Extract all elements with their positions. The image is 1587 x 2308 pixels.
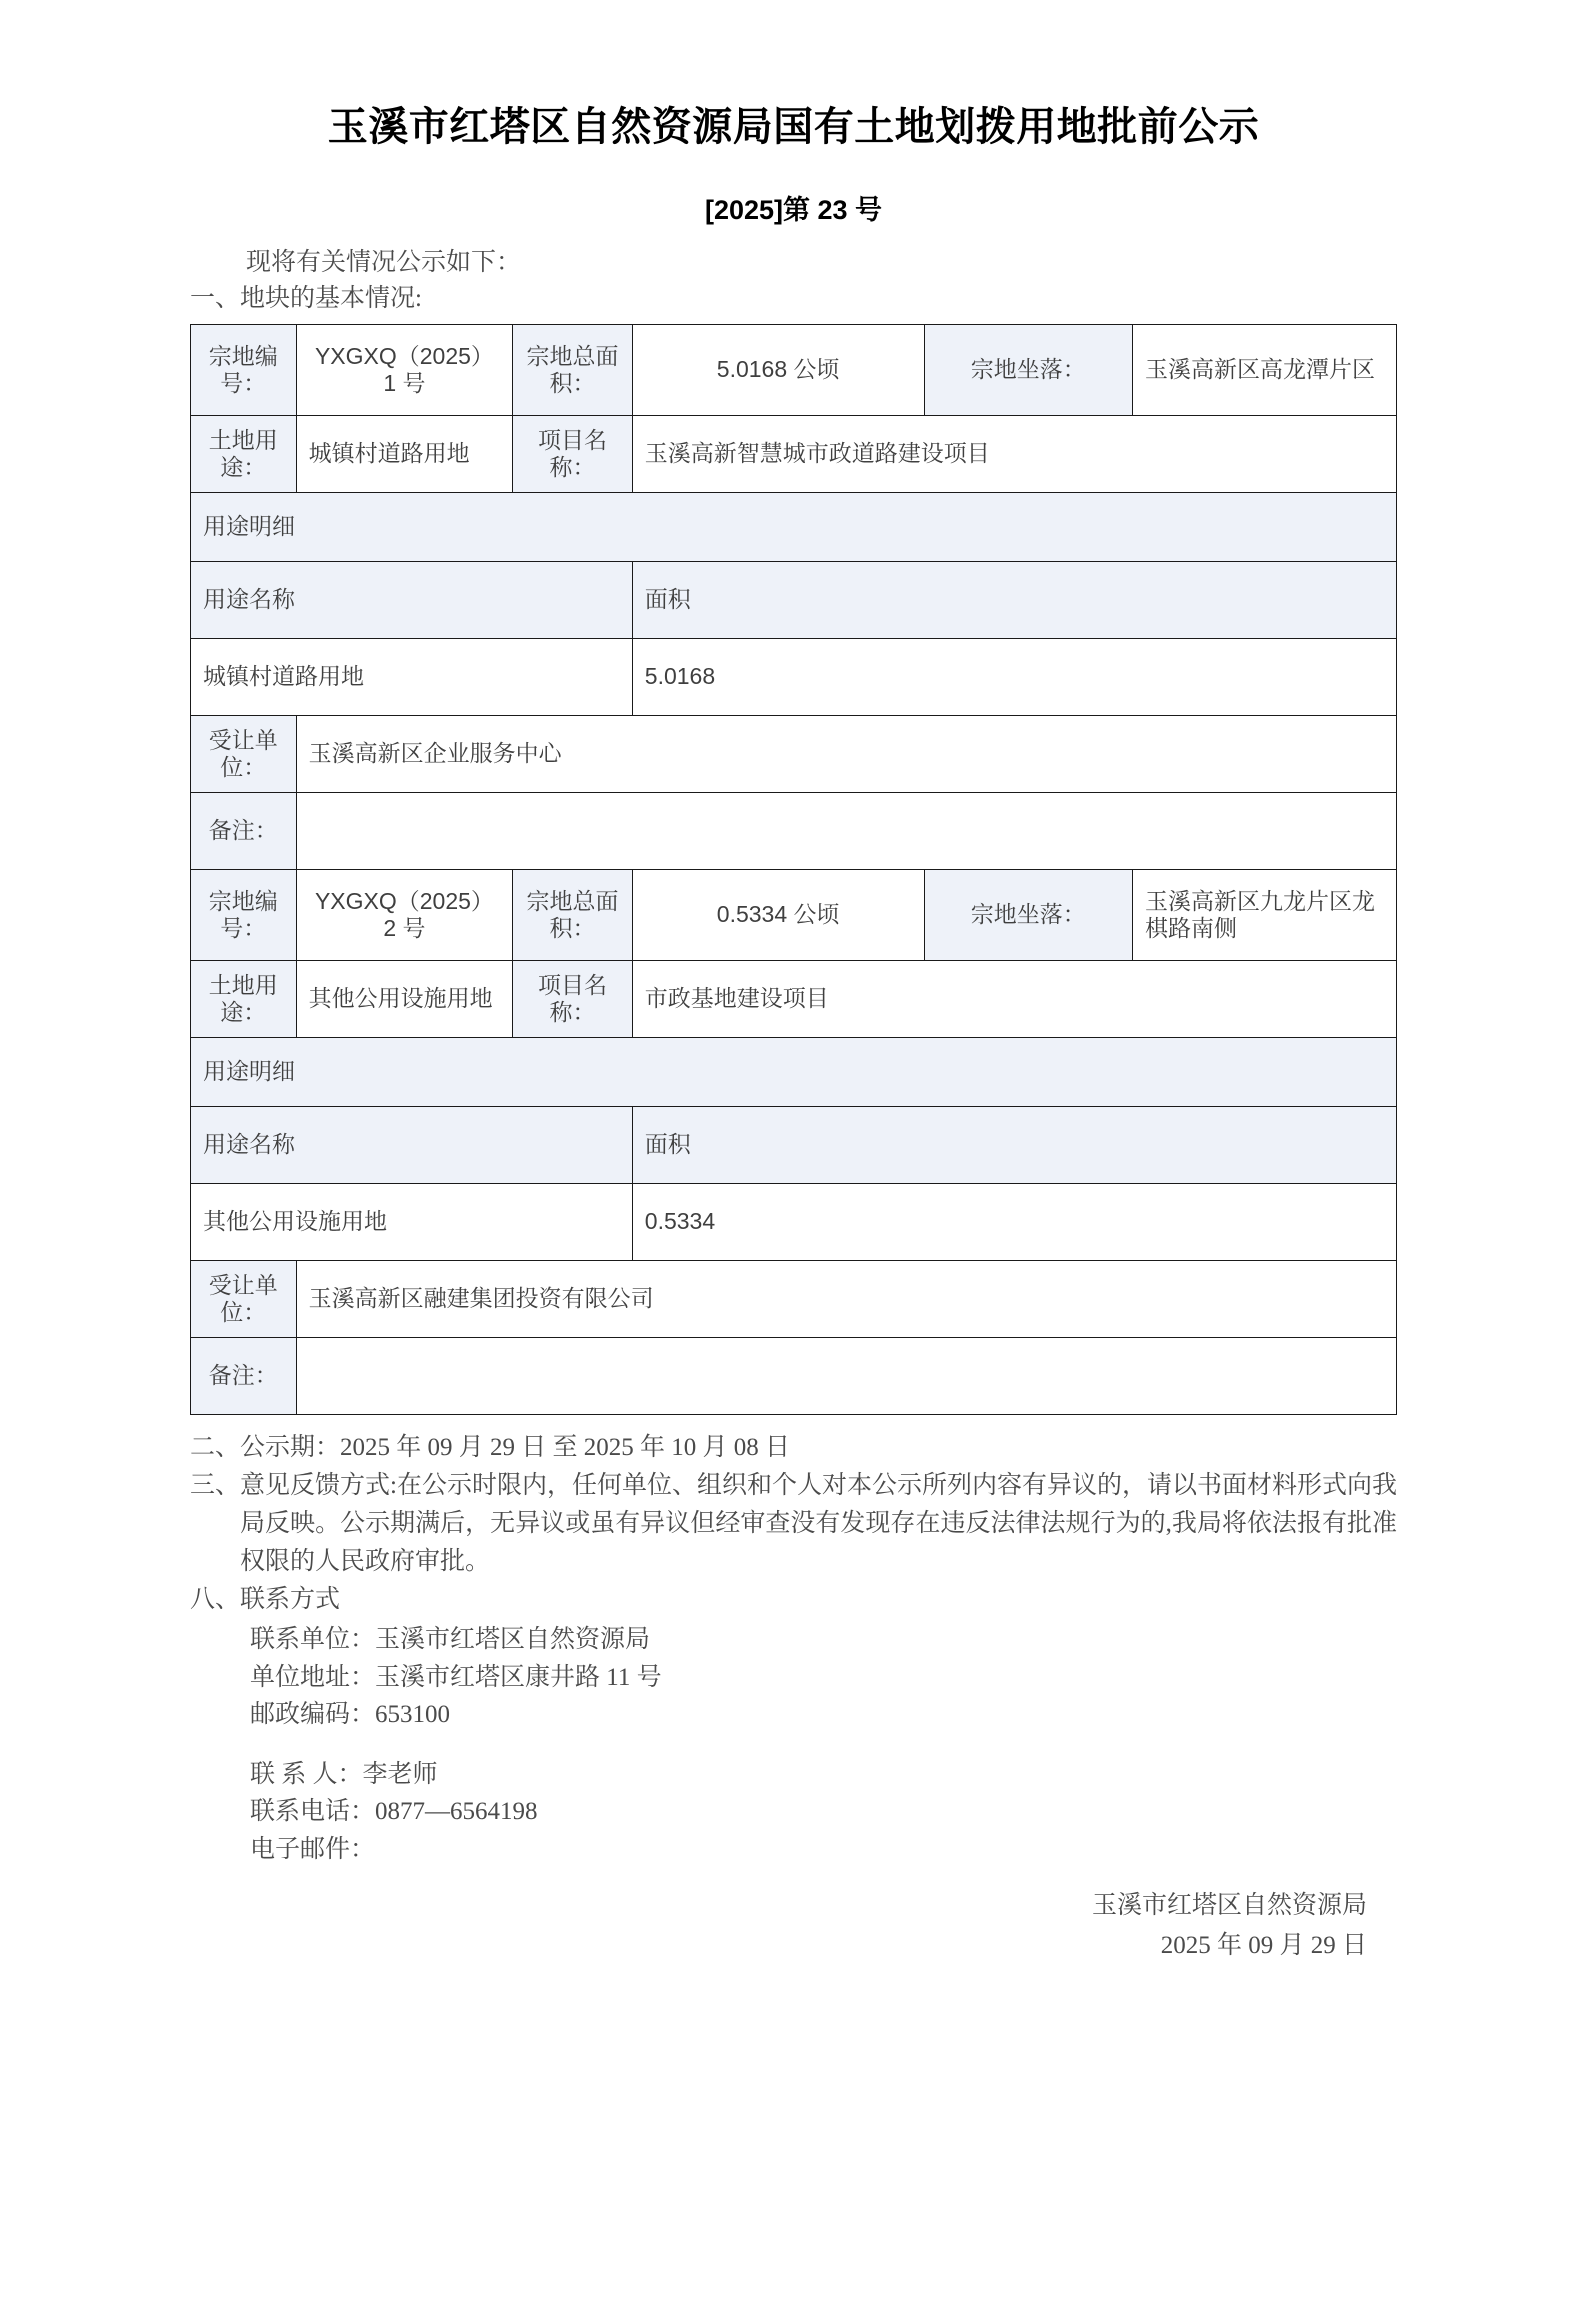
cell-total-area-label: 宗地总面积： (513, 325, 632, 416)
intro-block (190, 245, 1397, 316)
cell-transferee-value-2: 玉溪高新区融建集团投资有限公司 (296, 1261, 1396, 1338)
cell-location-value-2: 玉溪高新区九龙片区龙棋路南侧 (1132, 870, 1396, 961)
contact-email-label: 电子邮件： (250, 1835, 376, 1863)
section-one-heading: 一、地块的基本情况: (190, 284, 422, 312)
cell-use-name-value: 城镇村道路用地 (191, 639, 633, 716)
contact-unit-row (250, 1621, 1397, 1659)
cell-use-detail-header: 用途明细 (191, 493, 1397, 562)
cell-remark-value-2 (296, 1338, 1396, 1415)
contact-address-label: 单位地址： (250, 1663, 376, 1691)
contact-person-label: 联 系 人： (250, 1760, 363, 1788)
contact-address-value: 玉溪市红塔区康井路 11 号 (375, 1663, 662, 1691)
contact-email-row (250, 1831, 1397, 1869)
cell-project-name-value-2: 市政基地建设项目 (632, 961, 1396, 1038)
contact-phone-label: 联系电话： (250, 1798, 376, 1825)
cell-transferee-label: 受让单位： (191, 716, 297, 793)
notice-body (190, 1429, 1397, 1868)
document-number: [2025]第 23 号 (704, 195, 883, 225)
cell-location-value: 玉溪高新区高龙潭片区 (1132, 325, 1396, 416)
contact-postcode-row (250, 1696, 1397, 1734)
notice-period-content (240, 1429, 1397, 1467)
table-row (191, 325, 1397, 416)
contact-postcode-value: 653100 (375, 1701, 451, 1728)
cell-total-area-value: 5.0168 公顷 (632, 325, 924, 416)
contact-block (190, 1621, 1397, 1868)
page-title: 玉溪市红塔区自然资源局国有土地划拨用地批前公示 (327, 105, 1260, 149)
table-row (191, 1107, 1397, 1184)
table-row (191, 1184, 1397, 1261)
footer-issuer: 玉溪市红塔区自然资源局 (1091, 1892, 1367, 1919)
cell-land-use-label: 土地用途： (191, 416, 297, 493)
cell-use-name-header-2: 用途名称 (191, 1107, 633, 1184)
cell-total-area-label-2: 宗地总面积： (513, 870, 632, 961)
contact-phone-value: 0877—6564198 (375, 1798, 538, 1825)
cell-parcel-no-label: 宗地编号： (191, 325, 297, 416)
table-row (191, 493, 1397, 562)
contact-spacer (250, 1734, 1397, 1756)
contact-person-row (250, 1756, 1397, 1794)
cell-remark-label-2: 备注： (191, 1338, 297, 1415)
cell-land-use-label-2: 土地用途： (191, 961, 297, 1038)
cell-location-label: 宗地坐落： (924, 325, 1132, 416)
cell-area-header: 面积 (632, 562, 1396, 639)
notice-period-value: 2025 年 09 月 29 日 至 2025 年 10 月 08 日 (340, 1434, 791, 1461)
table-row (191, 961, 1397, 1038)
contact-address-row (250, 1659, 1397, 1697)
cell-transferee-label-2: 受让单位： (191, 1261, 297, 1338)
table-row (191, 1261, 1397, 1338)
cell-parcel-no-value: YXGXQ（2025）1 号 (296, 325, 513, 416)
notice-period-label: 公示期： (240, 1434, 341, 1461)
intro-line: 现将有关情况公示如下： (246, 249, 522, 276)
cell-area-header-2: 面积 (632, 1107, 1396, 1184)
parcel-details-table (190, 324, 1397, 1415)
table-row (191, 639, 1397, 716)
feedback-marker: 三、 (190, 1472, 241, 1499)
cell-parcel-no-value-2: YXGXQ（2025）2 号 (296, 870, 513, 961)
cell-location-label-2: 宗地坐落： (924, 870, 1132, 961)
cell-total-area-value-2: 0.5334 公顷 (632, 870, 924, 961)
footer-date: 2025 年 09 月 29 日 (1160, 1932, 1367, 1959)
table-row (191, 416, 1397, 493)
contact-heading: 联系方式 (240, 1586, 341, 1613)
notice-period-item (190, 1429, 1397, 1467)
table-row (191, 793, 1397, 870)
cell-land-use-value-2: 其他公用设施用地 (296, 961, 513, 1038)
cell-use-area-value: 5.0168 (632, 639, 1396, 716)
cell-project-name-label: 项目名称： (513, 416, 632, 493)
cell-project-name-value: 玉溪高新智慧城市政道路建设项目 (632, 416, 1396, 493)
cell-use-name-value-2: 其他公用设施用地 (191, 1184, 633, 1261)
table-row (191, 870, 1397, 961)
feedback-text: 意见反馈方式:在公示时限内，任何单位、组织和个人对本公示所列内容有异议的，请以书面材料形式向我局反映。公示期满后，无异议或虽有异议但经审查没有发现存在违反法律法规行为的,我局将依法报有批准权限的人民政府审批。 (240, 1472, 1397, 1575)
contact-postcode-label: 邮政编码： (250, 1701, 376, 1728)
contact-marker: 八、 (190, 1586, 241, 1613)
feedback-item (190, 1467, 1397, 1581)
cell-use-detail-header-2: 用途明细 (191, 1038, 1397, 1107)
cell-use-name-header: 用途名称 (191, 562, 633, 639)
footer-signature (190, 1886, 1397, 1966)
contact-unit-value: 玉溪市红塔区自然资源局 (375, 1626, 651, 1653)
cell-transferee-value: 玉溪高新区企业服务中心 (296, 716, 1396, 793)
table-row (191, 1038, 1397, 1107)
cell-parcel-no-label-2: 宗地编号： (191, 870, 297, 961)
table-row (191, 562, 1397, 639)
cell-remark-label: 备注： (191, 793, 297, 870)
contact-unit-label: 联系单位： (250, 1626, 376, 1653)
contact-phone-row (250, 1793, 1397, 1831)
table-row (191, 716, 1397, 793)
cell-land-use-value: 城镇村道路用地 (296, 416, 513, 493)
table-row (191, 1338, 1397, 1415)
contact-person-value: 李老师 (362, 1760, 438, 1788)
cell-use-area-value-2: 0.5334 (632, 1184, 1396, 1261)
cell-project-name-label-2: 项目名称： (513, 961, 632, 1038)
notice-period-marker: 二、 (190, 1434, 241, 1461)
contact-heading-item (190, 1581, 1397, 1619)
cell-remark-value (296, 793, 1396, 870)
